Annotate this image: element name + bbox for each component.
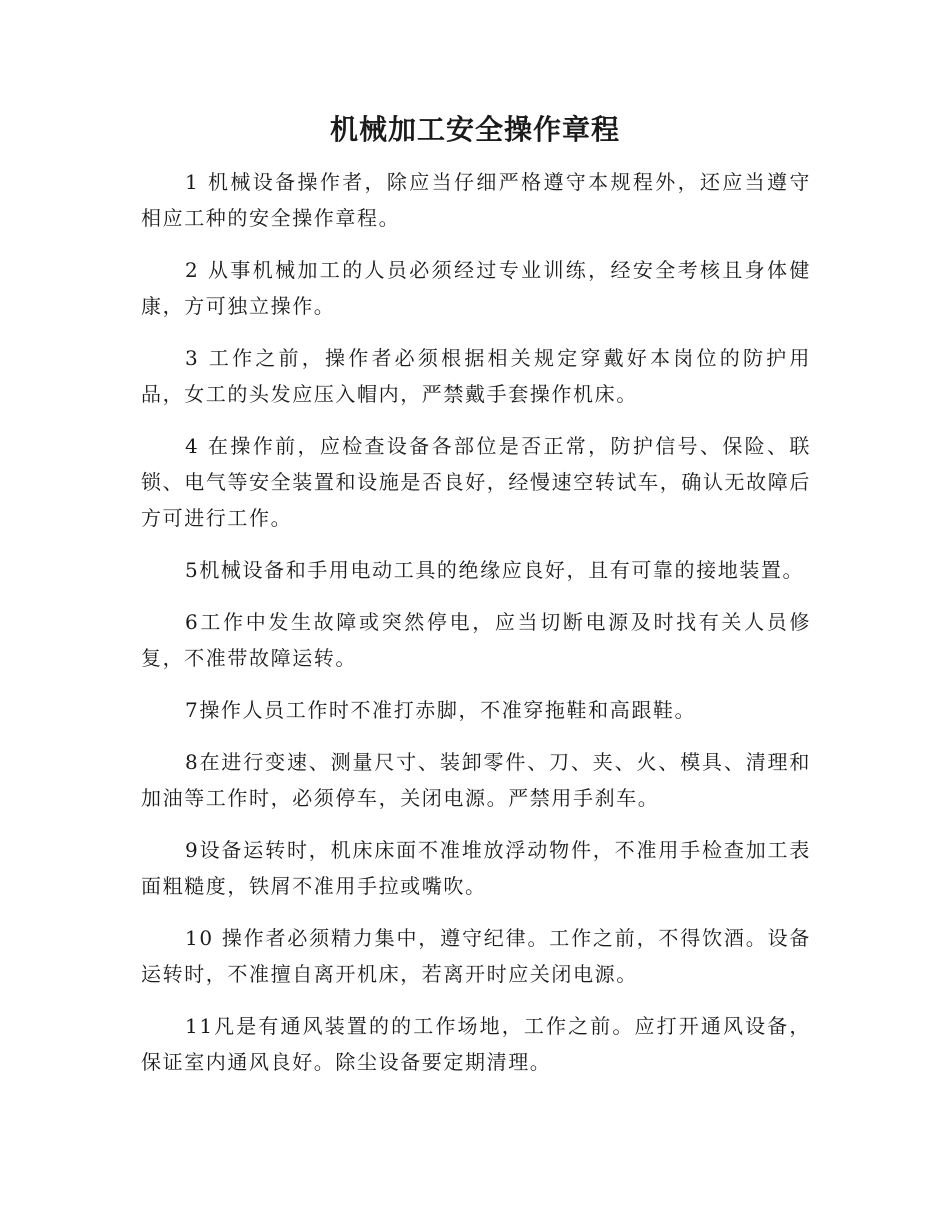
rule-paragraph-3: 3 工作之前，操作者必须根据相关规定穿戴好本岗位的防护用品，女工的头发应压入帽内，严禁戴手套操作机床。	[141, 346, 811, 406]
rule-paragraph-4: 4 在操作前，应检查设备各部位是否正常，防护信号、保险、联锁、电气等安全装置和设施是否良好，经慢速空转试车，确认无故障后方可进行工作。	[141, 434, 811, 530]
rule-paragraph-6: 6工作中发生故障或突然停电，应当切断电源及时找有关人员修复，不准带故障运转。	[141, 610, 811, 670]
rule-paragraph-5: 5机械设备和手用电动工具的绝缘应良好，且有可靠的接地装置。	[185, 558, 805, 582]
rule-paragraph-8: 8在进行变速、测量尺寸、装卸零件、刀、夹、火、模具、清理和加油等工作时，必须停车，关闭电源。严禁用手刹车。	[141, 750, 811, 810]
rule-paragraph-11: 11凡是有通风装置的的工作场地，工作之前。应打开通风设备，保证室内通风良好。除尘设备要定期清理。	[141, 1014, 811, 1074]
rule-paragraph-10: 10 操作者必须精力集中，遵守纪律。工作之前，不得饮酒。设备运转时，不准擅自离开机床，若离开时应关闭电源。	[141, 926, 811, 986]
rule-paragraph-7: 7操作人员工作时不准打赤脚，不准穿拖鞋和高跟鞋。	[185, 698, 697, 722]
rule-paragraph-1: 1 机械设备操作者，除应当仔细严格遵守本规程外，还应当遵守相应工种的安全操作章程。	[141, 170, 811, 230]
document-title: 机械加工安全操作章程	[329, 113, 620, 146]
document-body	[141, 164, 811, 1096]
rule-paragraph-2: 2 从事机械加工的人员必须经过专业训练，经安全考核且身体健康，方可独立操作。	[141, 258, 811, 318]
rule-paragraph-9: 9设备运转时，机床床面不准堆放浮动物件，不准用手检查加工表面粗糙度，铁屑不准用手拉或嘴吹。	[141, 838, 811, 898]
